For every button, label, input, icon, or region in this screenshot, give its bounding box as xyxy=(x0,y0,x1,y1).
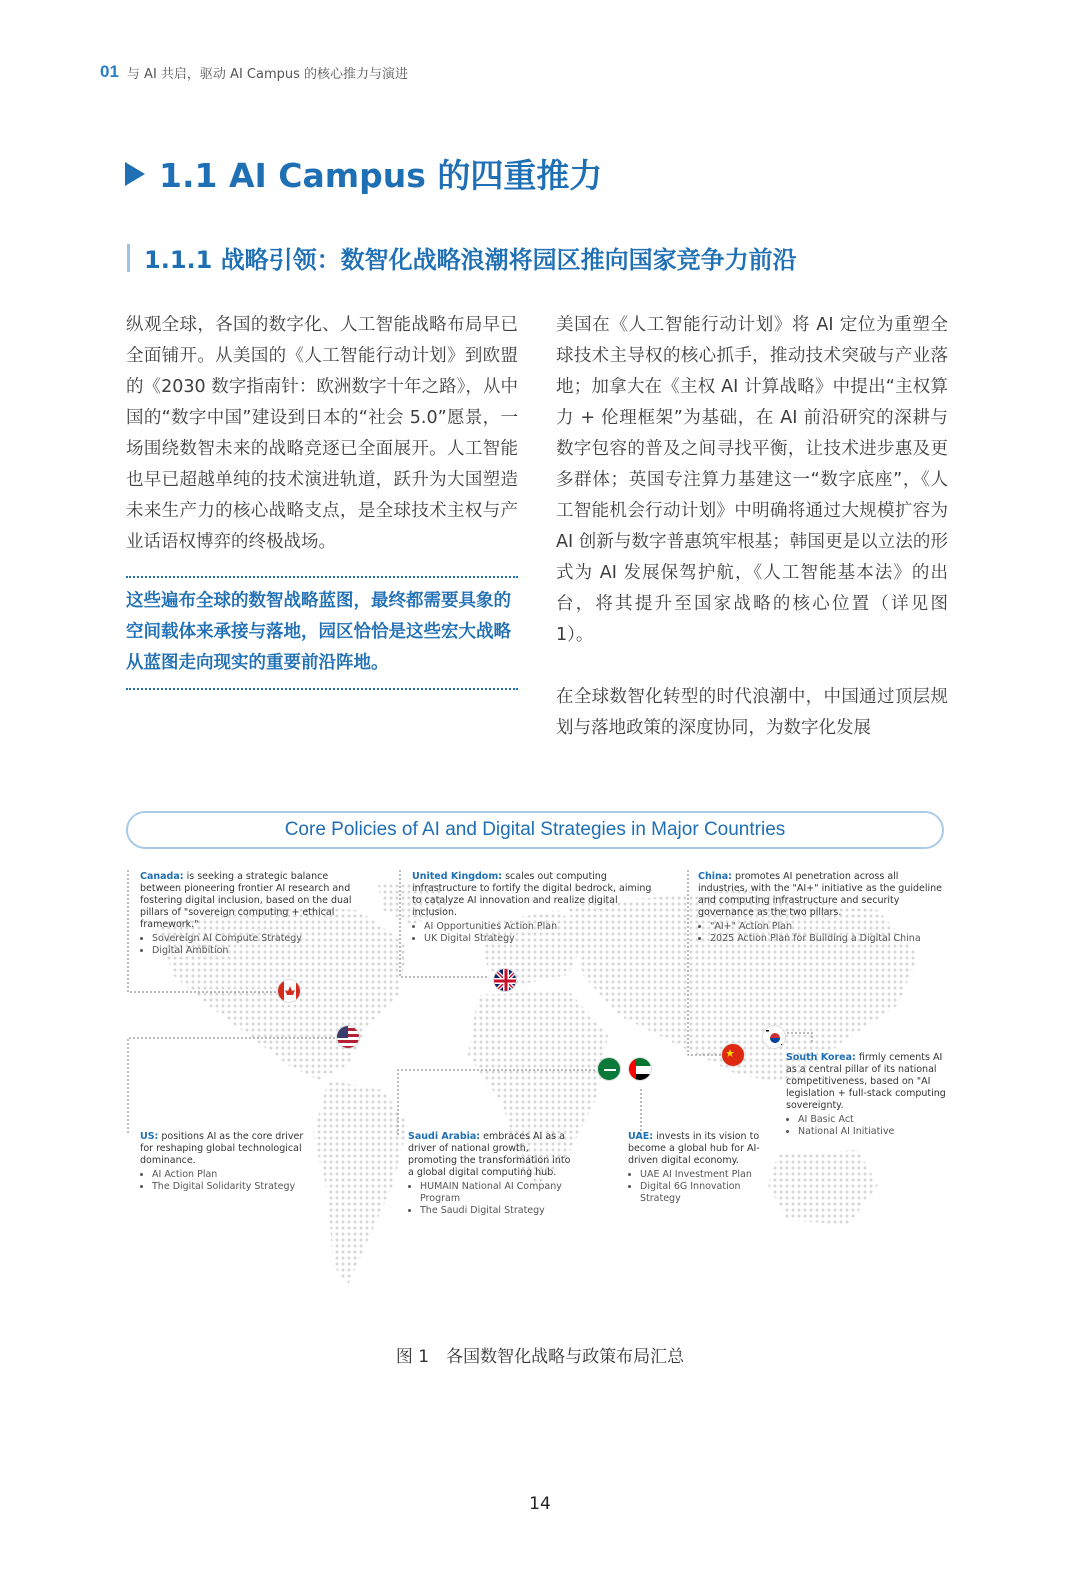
figure-caption: 图 1 各国数智化战略与政策布局汇总 xyxy=(395,1347,685,1367)
policy-map-figure xyxy=(118,805,958,1325)
uae-policy-item: • UAE AI Investment Plan xyxy=(640,1169,763,1181)
chapter-number: 01 xyxy=(100,62,119,81)
left-column xyxy=(126,310,518,690)
china-callout xyxy=(698,871,948,945)
us-description: positions AI as the core driver for reshaping global technological dominance. xyxy=(140,1131,304,1166)
right-column xyxy=(556,310,948,744)
canada-label: Canada: xyxy=(140,871,184,882)
canada-flag-icon xyxy=(277,979,301,1003)
us-policy-list xyxy=(140,1169,315,1193)
korea-description: firmly cements AI as a central pillar of its national competitiveness, based on "AI legislation + full-stack computing sovereignty. xyxy=(786,1052,946,1111)
right-paragraph-1: 美国在《人工智能行动计划》将 AI 定位为重塑全球技术主导权的核心抓手，推动技术突破与产业落地；加拿大在《主权 AI 计算战略》中提出“主权算力 + 伦理框架”为基础，在 AI 前沿研究的深耕与数字包容的普及之间寻找平衡，让技术进步惠及更多群体；英国专注算力基建这一“数字底座”，《人工智能机会行动计划》中明确将通过大规模扩容为 AI 创新与数字普惠筑牢根基；韩国更是以立法的形式为 AI 发展保驾护航，《人工智能基本法》的出台，将其提升至国家战略的核心位置（详见图 1）。 xyxy=(556,315,948,645)
korea-flag-icon xyxy=(762,1025,786,1049)
highlight-quote: 这些遍布全球的数智战略蓝图，最终都需要具象的空间载体来承接与落地，园区恰恰是这些宏大战略从蓝图走向现实的重要前沿阵地。 xyxy=(126,591,511,673)
canada-callout xyxy=(140,871,360,957)
section-heading xyxy=(125,150,602,197)
subsection-heading xyxy=(127,240,797,275)
korea-callout xyxy=(786,1052,948,1138)
us-policy-item: • AI Action Plan xyxy=(152,1169,315,1181)
korea-label: South Korea: xyxy=(786,1052,856,1063)
chapter-title: 与 AI 共启，驱动 AI Campus 的核心推力与演进 xyxy=(126,66,409,82)
triangle-bullet-icon xyxy=(125,162,145,186)
figure-title: Core Policies of AI and Digital Strategies in Major Countries xyxy=(126,811,944,849)
us-policy-item: • The Digital Solidarity Strategy xyxy=(152,1181,315,1193)
page-header xyxy=(100,62,408,82)
saudi-policy-item: • The Saudi Digital Strategy xyxy=(420,1205,578,1217)
uk-policy-list xyxy=(412,921,662,945)
saudi-label: Saudi Arabia: xyxy=(408,1131,481,1142)
uk-policy-item: • AI Opportunities Action Plan xyxy=(424,921,662,933)
uae-callout xyxy=(628,1131,763,1205)
uk-policy-item: • UK Digital Strategy xyxy=(424,933,662,945)
korea-policy-item: • AI Basic Act xyxy=(798,1114,948,1126)
subsection-title: 1.1.1 战略引领：数智化战略浪潮将园区推向国家竞争力前沿 xyxy=(144,246,797,274)
page-number: 14 xyxy=(529,1494,551,1514)
us-label: US: xyxy=(140,1131,159,1142)
us-flag-icon xyxy=(336,1025,360,1049)
canada-description: is seeking a strategic balance between pioneering frontier AI research and fostering digital inclusion, based on the dual pillars of "sovereign computing + ethical framework." xyxy=(140,871,352,930)
uk-description: scales out computing infrastructure to fortify the digital bedrock, aiming to catalyze AI innovation and realize digital inclusion. xyxy=(412,871,652,918)
china-policy-item: • "AI+" Action Plan xyxy=(710,921,948,933)
china-label: China: xyxy=(698,871,732,882)
uae-label: UAE: xyxy=(628,1131,654,1142)
australia-shape xyxy=(768,1150,878,1225)
china-description: promotes AI penetration across all industries, with the "AI+" initiative as the guideline and computing infrastructure and security governance as the two pillars. xyxy=(698,871,943,918)
china-policy-list xyxy=(698,921,948,945)
canada-policy-item: • Digital Ambition xyxy=(152,945,360,957)
left-paragraph: 纵观全球，各国的数字化、人工智能战略布局早已全面铺开。从美国的《人工智能行动计划》到欧盟的《2030 数字指南针：欧洲数字十年之路》，从中国的“数字中国”建设到日本的“社会 5.0”愿景，一场围绕数智未来的战略竞逐已全面展开。人工智能也早已超越单纯的技术演进轨道，跃升为大国塑造未来生产力的核心战略支点，是全球技术主权与产业话语权博弈的终极战场。 xyxy=(126,315,518,552)
saudi-flag-icon xyxy=(597,1057,621,1081)
canada-policy-item: • Sovereign AI Compute Strategy xyxy=(152,933,360,945)
south-america-shape xyxy=(313,1080,408,1285)
saudi-description: embraces AI as a driver of national growth, promoting the transformation into a global digital computing hub. xyxy=(408,1131,571,1178)
uae-policy-list xyxy=(628,1169,763,1205)
korea-policy-list xyxy=(786,1114,948,1138)
china-flag-icon xyxy=(721,1043,745,1067)
uae-description: invests in its vision to become a global hub for AI-driven digital economy. xyxy=(628,1131,760,1166)
uk-flag-icon xyxy=(493,968,517,992)
saudi-callout xyxy=(408,1131,578,1217)
uk-callout xyxy=(412,871,662,945)
saudi-policy-list xyxy=(408,1181,578,1217)
us-callout xyxy=(140,1131,315,1193)
highlight-bottom-rule xyxy=(126,688,518,690)
uae-policy-item: • Digital 6G Innovation Strategy xyxy=(640,1181,763,1205)
korea-policy-item: • National AI Initiative xyxy=(798,1126,948,1138)
right-paragraph-2: 在全球数智化转型的时代浪潮中，中国通过顶层规划与落地政策的深度协同，为数字化发展 xyxy=(556,687,948,738)
canada-policy-list xyxy=(140,933,360,957)
saudi-policy-item: • HUMAIN National AI Company Program xyxy=(420,1181,578,1205)
heading-bar xyxy=(127,244,130,272)
uk-label: United Kingdom: xyxy=(412,871,503,882)
section-title: 1.1 AI Campus 的四重推力 xyxy=(159,156,603,195)
uae-flag-icon xyxy=(628,1057,652,1081)
china-policy-item: • 2025 Action Plan for Building a Digital China xyxy=(710,933,948,945)
